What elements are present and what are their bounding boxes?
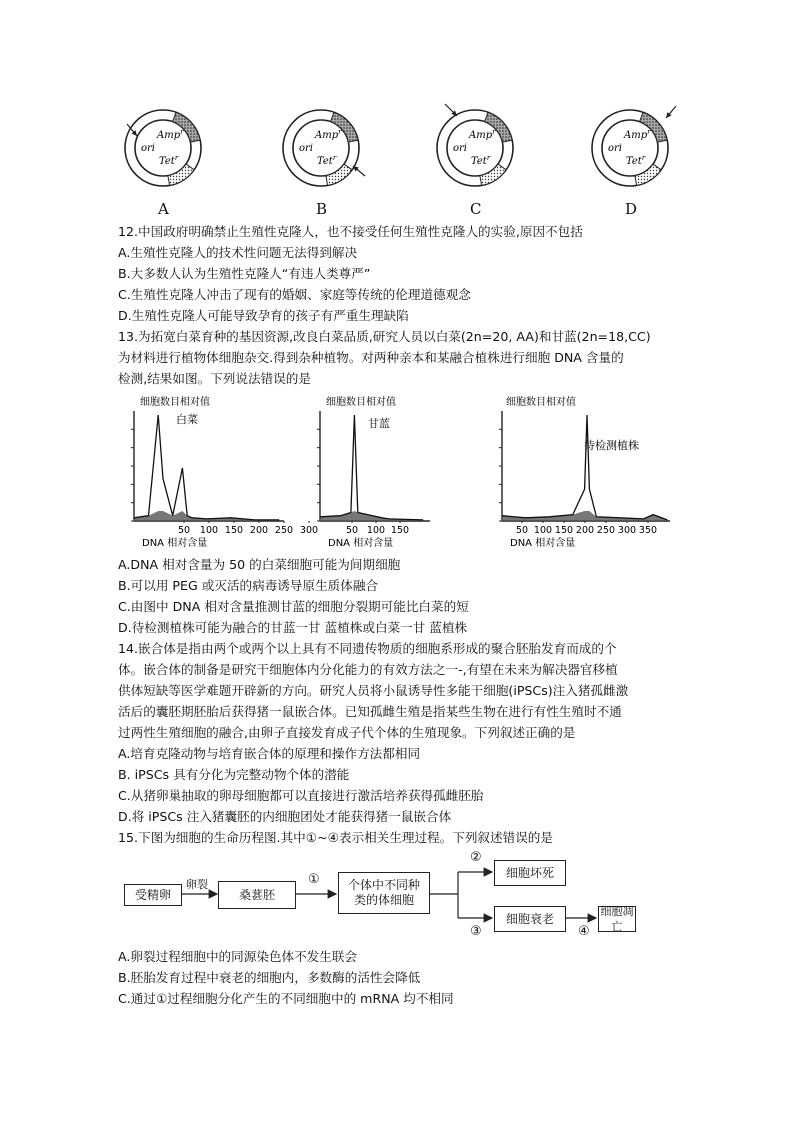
q14-option-b: B. iPSCs 具有分化为完整动物个体的潜能 [118, 767, 350, 782]
ori-label: ori [453, 143, 467, 154]
q12-option-a: A.生殖性克隆人的技术性问题无法得到解决 [118, 245, 358, 260]
chart-xlabel: DNA 相对含量 [142, 538, 208, 549]
plasmid-b [283, 110, 365, 186]
x-tick-label: 200 [575, 525, 595, 536]
q14-stem-line-1: 14.嵌合体是指由两个或两个以上具有不同遗传物质的细胞系形成的聚合胚胎发育而成的个 [118, 641, 617, 656]
x-tick-label: 50 [177, 525, 191, 536]
q13-option-c: C.由图中 DNA 相对含量推测甘蓝的细胞分裂期可能比白菜的短 [118, 599, 469, 614]
dna-chart-2 [317, 395, 430, 549]
distribution-line [134, 415, 279, 520]
q12-option-b: B.大多数人认为生殖性克隆人“有违人类尊严” [118, 266, 371, 281]
dna-content-charts [110, 393, 670, 553]
tet-label: Tet$^r$ [626, 154, 646, 167]
step-1-label: ① [308, 872, 320, 887]
q13-stem-line-1: 13.为拓宽白菜育种的基因资源,改良白菜品质,研究人员以白菜(2n=20, AA)和甘蓝(2n=18,CC) [118, 329, 651, 344]
plasmid-figure [118, 100, 678, 200]
q15-option-c: C.通过①过程细胞分化产生的不同细胞中的 mRNA 均不相同 [118, 991, 454, 1006]
chart-name: 待检测植株 [584, 439, 639, 452]
necrosis-box: 细胞坏死 [494, 860, 566, 886]
chart-ylabel: 细胞数目相对值 [506, 397, 576, 408]
chart-ylabel: 细胞数目相对值 [326, 397, 396, 408]
step-4-label: ④ [578, 924, 590, 939]
q15-option-a: A.卵裂过程细胞中的同源染色体不发生联会 [118, 949, 358, 964]
q14-stem-line-5: 过两性生殖细胞的融合,由卵子直接发育成子代个体的生殖现象。下列叙述正确的是 [118, 725, 576, 740]
chart-name: 甘蓝 [368, 417, 390, 430]
dna-chart-3 [499, 395, 670, 549]
plasmid-letter-c: C [470, 200, 482, 218]
x-tick-label: 150 [224, 525, 244, 536]
amp-label: Amp$^r$ [624, 128, 651, 141]
amp-label: Amp$^r$ [315, 128, 342, 141]
q13-stem-line-2: 为材料进行植物体细胞杂交.得到杂种植物。对两种亲本和某融合植株进行细胞 DNA 含量的 [118, 350, 624, 365]
q13-option-b: B.可以用 PEG 或灭活的病毒诱导原生质体融合 [118, 578, 379, 593]
ori-label: ori [141, 143, 155, 154]
q12-option-c: C.生殖性克隆人冲击了现有的婚姻、家庭等传统的伦理道德观念 [118, 287, 471, 302]
x-tick-label: 300 [299, 525, 319, 536]
chart-ylabel: 细胞数目相对值 [140, 397, 210, 408]
apoptosis-box: 细胞凋亡 [598, 906, 636, 932]
cleavage-label: 卵裂 [186, 878, 208, 891]
q13-option-a: A.DNA 相对含量为 50 的白菜细胞可能为间期细胞 [118, 557, 401, 572]
distribution-line [502, 415, 667, 520]
chart-xlabel: DNA 相对含量 [328, 538, 394, 549]
x-tick-label: 50 [515, 525, 529, 536]
q14-stem-line-2: 体。嵌合体的制备是研究干细胞体内分化能力的有效方法之一-,有望在未来为解决器官移植 [118, 662, 618, 677]
aging-box: 细胞衰老 [494, 906, 566, 932]
ori-label: ori [299, 143, 313, 154]
q14-option-d: D.将 iPSCs 注入猪囊胚的内细胞团处才能获得猪一鼠嵌合体 [118, 809, 452, 824]
amp-label: Amp$^r$ [157, 128, 184, 141]
plasmid-letter-d: D [625, 200, 638, 218]
x-tick-label: 150 [390, 525, 410, 536]
x-tick-label: 250 [274, 525, 294, 536]
q12-option-d: D.生殖性克隆人可能导致孕育的孩子有严重生理缺陷 [118, 308, 409, 323]
q14-stem-line-4: 活后的囊胚期胚胎后获得猪一鼠嵌合体。已知孤雌生殖是指某些生物在进行有性生殖时不通 [118, 704, 622, 719]
x-tick-label: 50 [345, 525, 359, 536]
cell-life-flowchart [118, 850, 638, 950]
q13-stem-line-3: 检测,结果如图。下列说法错误的是 [118, 371, 311, 386]
x-tick-label: 150 [554, 525, 574, 536]
tet-label: Tet$^r$ [317, 154, 337, 167]
q14-option-a: A.培育克隆动物与培育嵌合体的原理和操作方法都相同 [118, 746, 421, 761]
zygote-box: 受精卵 [124, 884, 182, 906]
x-tick-label: 100 [199, 525, 219, 536]
q15-stem: 15.下图为细胞的生命历程图.其中①~④表示相关生理过程。下列叙述错误的是 [118, 830, 553, 845]
distribution-line [320, 415, 423, 520]
ori-label: ori [608, 143, 622, 154]
q12-stem: 12.中国政府明确禁止生殖性克隆人，也不接受任何生殖性克隆人的实验,原因不包括 [118, 224, 583, 239]
baseline-shading [502, 511, 667, 521]
tet-label: Tet$^r$ [159, 154, 179, 167]
dna-chart-1 [131, 395, 318, 549]
plasmid-diagrams [118, 100, 678, 200]
plasmid-c [437, 104, 513, 186]
q13-option-d: D.待检测植株可能为融合的甘蓝一甘 蓝植株或白菜一甘 蓝植株 [118, 620, 468, 635]
morula-box: 桑葚胚 [218, 881, 296, 909]
somatic-cells-line-1: 个体中不同种 [347, 878, 420, 892]
plasmid-letter-b: B [316, 200, 328, 218]
plasmid-d [592, 106, 676, 186]
chart-xlabel: DNA 相对含量 [510, 538, 576, 549]
x-tick-label: 200 [249, 525, 269, 536]
x-tick-label: 350 [638, 525, 658, 536]
plasmid-a [125, 110, 201, 186]
q14-option-c: C.从猪卵巢抽取的卵母细胞都可以直接进行激活培养获得孤雌胚胎 [118, 788, 484, 803]
step-3-label: ③ [470, 924, 482, 939]
somatic-cells-line-2: 类的体细胞 [353, 893, 414, 907]
dna-charts-svg [110, 393, 670, 553]
somatic-cells-box [338, 872, 430, 914]
q14-stem-line-3: 供体短缺等医学难题开辟新的方向。研究人员将小鼠诱导性多能干细胞(iPSCs)注入猪孤雌激 [118, 683, 629, 698]
x-tick-label: 300 [617, 525, 637, 536]
x-tick-label: 100 [366, 525, 386, 536]
chart-name: 白菜 [176, 413, 198, 426]
tet-label: Tet$^r$ [471, 154, 491, 167]
plasmid-letter-a: A [158, 200, 169, 218]
step-2-label: ② [470, 850, 482, 865]
q15-option-b: B.胚胎发育过程中衰老的细胞内，多数酶的活性会降低 [118, 970, 421, 985]
x-tick-label: 100 [533, 525, 553, 536]
x-tick-label: 250 [596, 525, 616, 536]
amp-label: Amp$^r$ [469, 128, 496, 141]
